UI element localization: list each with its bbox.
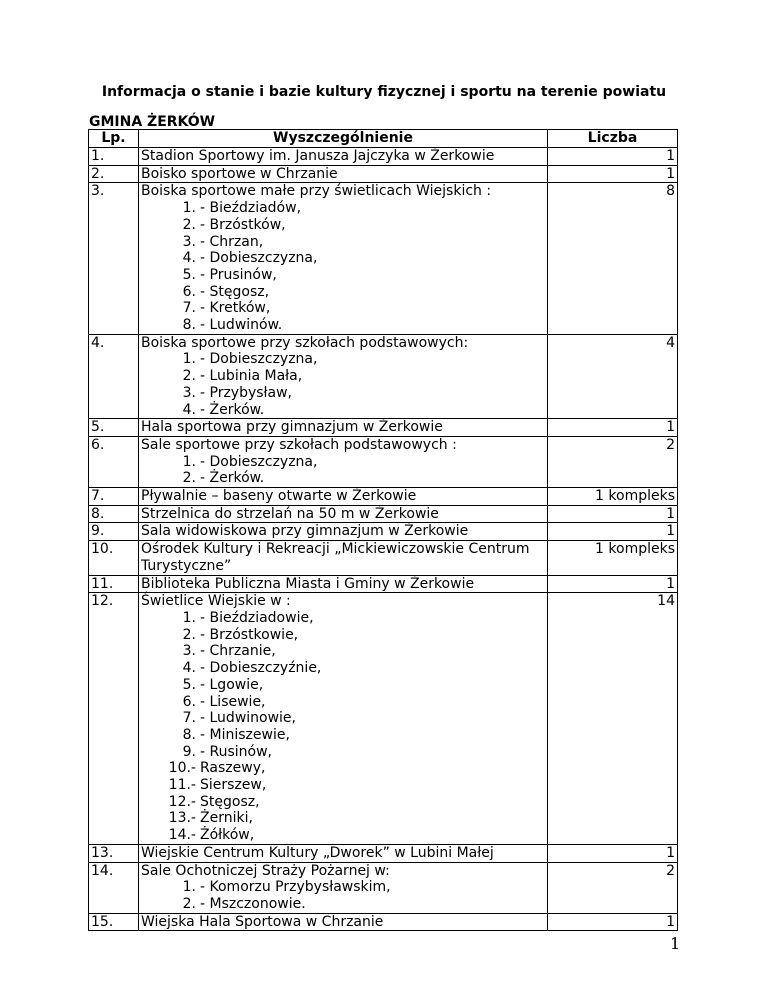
row-description-text: Boiska sportowe przy szkołach podstawowych: [141, 334, 469, 351]
row-description-text: Strzelnica do strzelań na 50 m w Żerkowie [141, 505, 439, 522]
column-header-count: Liczba [548, 130, 678, 148]
sub-list-item [141, 351, 545, 368]
sub-item-number: 1. [182, 453, 196, 470]
sub-item-text: - Dobieszczyzna, [200, 250, 318, 267]
sub-item-text: Raszewy, [200, 760, 266, 777]
sports-facilities-table [88, 129, 678, 931]
sub-item-number: 8. [182, 317, 196, 334]
row-description [139, 575, 548, 593]
row-number: 14. [89, 862, 139, 913]
sub-item-number: 3. [182, 384, 196, 401]
sub-item-number: 6. [182, 283, 196, 300]
table-row [89, 488, 678, 506]
sub-item-text: - Chrzan, [200, 233, 264, 250]
row-number: 6. [89, 436, 139, 487]
sub-list-item [141, 234, 545, 251]
sub-list-item [141, 250, 545, 267]
row-description [139, 436, 548, 487]
sub-item-number: 3. [182, 233, 196, 250]
sub-item-text: - Bieździadów, [200, 200, 302, 217]
row-description [139, 419, 548, 437]
table-header-row [89, 130, 678, 148]
row-description [139, 862, 548, 913]
table-row [89, 148, 678, 166]
table-row [89, 419, 678, 437]
sub-list-item [141, 267, 545, 284]
sub-list-item [141, 760, 545, 777]
row-count: 2 [548, 862, 678, 913]
sub-list-item [141, 794, 545, 811]
sub-item-text: - Bieździadowie, [200, 609, 314, 626]
sub-item-text: - Dobieszczyźnie, [200, 660, 322, 677]
sub-list-item [141, 827, 545, 844]
sub-item-text: Żerniki, [200, 810, 253, 827]
table-row [89, 593, 678, 845]
sub-item-number: 4. [182, 401, 196, 418]
sub-item-text: - Dobieszczyzna, [200, 351, 318, 368]
row-description-text: Pływalnie – baseny otwarte w Żerkowie [141, 488, 417, 505]
row-description-text: Wiejskie Centrum Kultury „Dworek” w Lubini Małej [141, 844, 494, 861]
table-row [89, 183, 678, 334]
row-count: 1 [548, 419, 678, 437]
row-count: 1 kompleks [548, 488, 678, 506]
sub-item-number: 13.- [168, 810, 196, 827]
table-row [89, 523, 678, 541]
sub-list-item [141, 217, 545, 234]
row-description-text: Boisko sportowe w Chrzanie [141, 165, 338, 182]
sub-list-item [141, 744, 545, 761]
column-header-lp: Lp. [89, 130, 139, 148]
sub-item-number: 9. [182, 743, 196, 760]
row-description-text: Hala sportowa przy gimnazjum w Żerkowie [141, 419, 443, 436]
sub-item-text: - Prusinów, [200, 266, 277, 283]
sub-item-number: 10.- [168, 760, 196, 777]
row-description [139, 913, 548, 931]
table-row [89, 575, 678, 593]
table-row [89, 862, 678, 913]
table-row [89, 913, 678, 931]
sub-item-text: - Brzóstkowie, [200, 626, 299, 643]
sub-item-number: 2. [182, 626, 196, 643]
sub-item-number: 2. [182, 895, 196, 912]
row-number: 13. [89, 844, 139, 862]
sub-item-text: - Ludwinów. [200, 317, 283, 334]
row-count: 14 [548, 593, 678, 845]
row-number: 11. [89, 575, 139, 593]
sub-item-number: 2. [182, 368, 196, 385]
row-count: 2 [548, 436, 678, 487]
sub-list-item [141, 470, 545, 487]
row-number: 9. [89, 523, 139, 541]
row-description-text: Wiejska Hala Sportowa w Chrzanie [141, 913, 384, 930]
sub-list-item [141, 385, 545, 402]
row-description-text: Boiska sportowe małe przy świetlicach Wiejskich : [141, 183, 492, 200]
row-description-text: Świetlice Wiejskie w : [141, 593, 291, 610]
row-number: 10. [89, 541, 139, 575]
column-header-description: Wyszczególnienie [139, 130, 548, 148]
sub-item-number: 4. [182, 660, 196, 677]
table-row [89, 505, 678, 523]
row-count: 1 [548, 575, 678, 593]
sub-list-item [141, 810, 545, 827]
row-count: 1 [548, 523, 678, 541]
sub-item-text: - Przybysław, [200, 384, 293, 401]
sub-list-item [141, 727, 545, 744]
row-description [139, 334, 548, 419]
sub-list-item [141, 200, 545, 217]
sub-item-number: 11.- [168, 777, 196, 794]
row-number: 8. [89, 505, 139, 523]
sub-list-item [141, 610, 545, 627]
sub-item-text: - Rusinów, [200, 743, 272, 760]
row-description-text: Biblioteka Publiczna Miasta i Gminy w Żerkowie [141, 575, 475, 592]
sub-list-item [141, 627, 545, 644]
sub-item-text: - Stęgosz, [200, 283, 270, 300]
row-number: 3. [89, 183, 139, 334]
row-description [139, 541, 548, 575]
sub-item-number: 7. [182, 710, 196, 727]
row-count: 8 [548, 183, 678, 334]
sub-item-text: - Brzóstków, [200, 216, 286, 233]
row-description-text: Sale sportowe przy szkołach podstawowych : [141, 436, 457, 453]
sub-item-text: - Komorzu Przybysławskim, [200, 879, 391, 896]
sub-list-item [141, 284, 545, 301]
sub-item-text: Sierszew, [200, 777, 267, 794]
sub-item-text: - Kretków, [200, 300, 271, 317]
sub-item-number: 1. [182, 351, 196, 368]
sub-item-number: 1. [182, 879, 196, 896]
sub-item-text: - Żerków. [200, 401, 265, 418]
row-number: 4. [89, 334, 139, 419]
row-count: 1 kompleks [548, 541, 678, 575]
row-number: 1. [89, 148, 139, 166]
row-description-text: Ośrodek Kultury i Rekreacji „Mickiewiczowskie Centrum Turystyczne” [141, 541, 530, 574]
row-description [139, 165, 548, 183]
row-count: 1 [548, 844, 678, 862]
row-count: 1 [548, 148, 678, 166]
row-description [139, 488, 548, 506]
sub-item-text: - Chrzanie, [200, 643, 276, 660]
sub-list-item [141, 660, 545, 677]
sub-item-text: - Żerków. [200, 470, 265, 487]
sub-item-number: 14.- [168, 827, 196, 844]
sub-list-item [141, 896, 545, 913]
sub-item-number: 4. [182, 250, 196, 267]
sub-item-number: 6. [182, 693, 196, 710]
row-number: 15. [89, 913, 139, 931]
sub-list-item [141, 677, 545, 694]
sub-list-item [141, 694, 545, 711]
sub-list-item [141, 643, 545, 660]
section-title: GMINA ŻERKÓW [89, 114, 216, 130]
sub-list-item [141, 368, 545, 385]
sub-item-text: - Ludwinowie, [200, 710, 296, 727]
sub-list-item [141, 300, 545, 317]
sub-item-text: Stęgosz, [200, 793, 260, 810]
row-description-text: Stadion Sportowy im. Janusza Jajczyka w Żerkowie [141, 148, 495, 164]
row-description [139, 523, 548, 541]
page-heading: Informacja o stanie i bazie kultury fizycznej i sportu na terenie powiatu [101, 84, 667, 100]
sub-item-text: Żółków, [200, 827, 255, 844]
sub-item-number: 7. [182, 300, 196, 317]
sub-item-text: - Dobieszczyzna, [200, 453, 318, 470]
sub-item-number: 2. [182, 470, 196, 487]
sub-item-number: 1. [182, 200, 196, 217]
row-description [139, 844, 548, 862]
sub-list-item [141, 777, 545, 794]
sub-item-number: 5. [182, 266, 196, 283]
row-number: 5. [89, 419, 139, 437]
sub-item-text: - Lubinia Mała, [200, 368, 303, 385]
sub-item-text: - Mszczonowie. [200, 895, 306, 912]
row-description [139, 183, 548, 334]
sub-item-number: 12.- [168, 793, 196, 810]
sub-item-number: 2. [182, 216, 196, 233]
table-row [89, 436, 678, 487]
sub-list-item [141, 710, 545, 727]
sub-list-item [141, 879, 545, 896]
row-number: 12. [89, 593, 139, 845]
sub-list-item [141, 454, 545, 471]
row-count: 1 [548, 913, 678, 931]
row-count: 1 [548, 165, 678, 183]
sub-item-text: - Miniszewie, [200, 726, 290, 743]
row-number: 7. [89, 488, 139, 506]
sub-item-text: - Lgowie, [200, 676, 264, 693]
page-number: 1 [670, 934, 681, 953]
sub-item-number: 1. [182, 609, 196, 626]
sub-item-text: - Lisewie, [200, 693, 266, 710]
table-row [89, 334, 678, 419]
row-number: 2. [89, 165, 139, 183]
sub-list-item [141, 402, 545, 419]
sub-list-item [141, 317, 545, 334]
table-row [89, 165, 678, 183]
row-count: 4 [548, 334, 678, 419]
row-description [139, 148, 548, 166]
row-description-text: Sale Ochotniczej Straży Pożarnej w: [141, 862, 390, 879]
sub-item-number: 3. [182, 643, 196, 660]
sub-item-number: 5. [182, 676, 196, 693]
table-row [89, 541, 678, 575]
sub-item-number: 8. [182, 726, 196, 743]
row-count: 1 [548, 505, 678, 523]
row-description-text: Sala widowiskowa przy gimnazjum w Żerkowie [141, 523, 469, 540]
row-description [139, 505, 548, 523]
row-description [139, 593, 548, 845]
table-row [89, 844, 678, 862]
